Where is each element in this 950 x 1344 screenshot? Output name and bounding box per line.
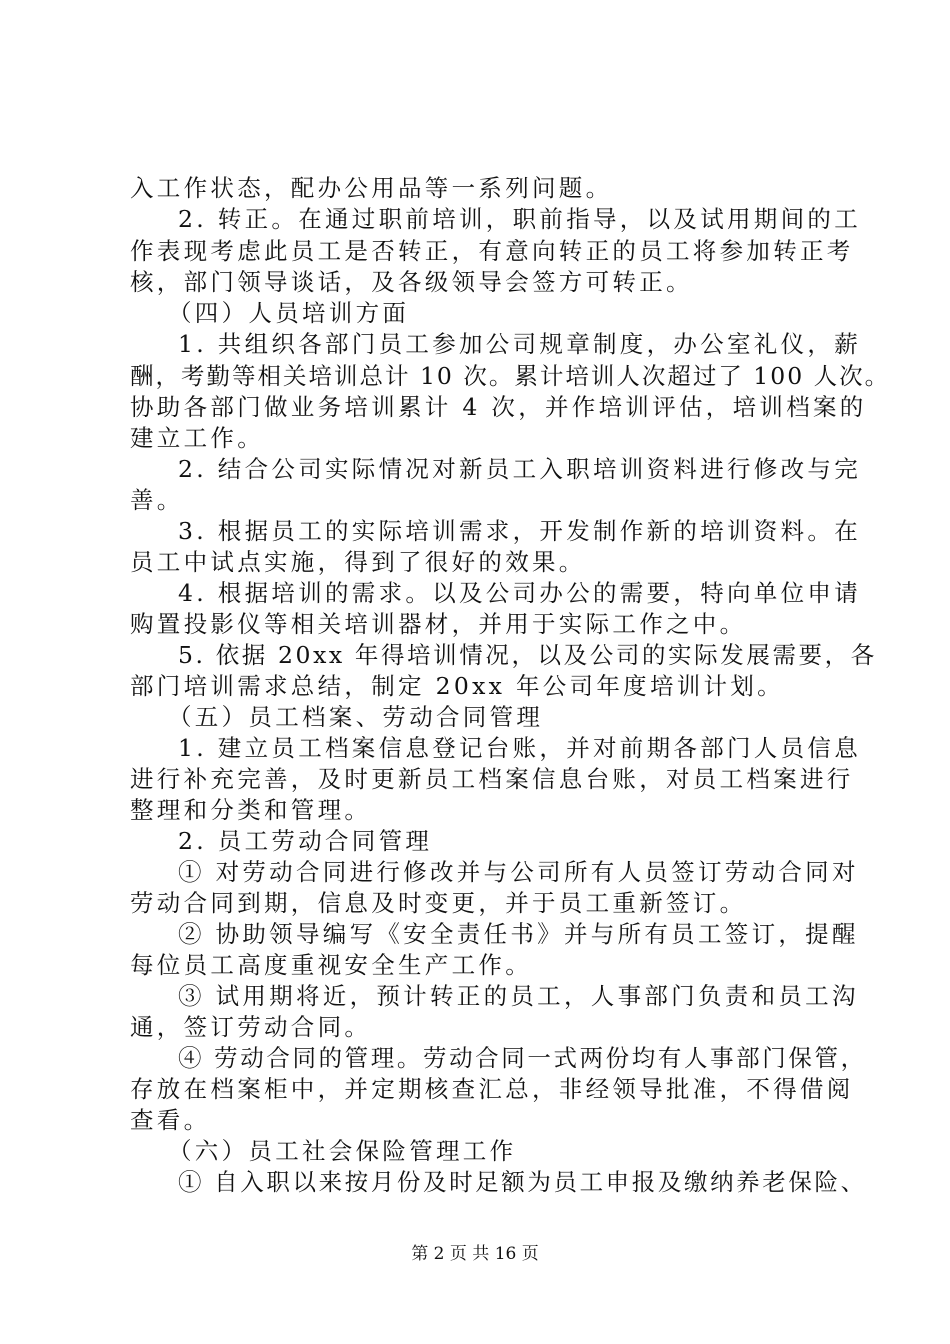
- body-line: 4. 根据培训的需求。以及公司办公的需要，特向单位申请: [178, 579, 861, 607]
- body-line: ④ 劳动合同的管理。劳动合同一式两份均有人事部门保管，: [178, 1044, 867, 1072]
- body-line: 3. 根据员工的实际培训需求，开发制作新的培训资料。在: [178, 517, 861, 545]
- body-line: 整理和分类和管理。: [130, 796, 372, 824]
- body-line: 入工作状态，配办公用品等一系列问题。: [130, 174, 613, 202]
- body-line: 1. 建立员工档案信息登记台账，并对前期各部门人员信息: [178, 734, 861, 762]
- body-line: 存放在档案柜中，并定期核查汇总，非经领导批准，不得借阅: [130, 1075, 854, 1103]
- body-line: ③ 试用期将近，预计转正的员工，人事部门负责和员工沟: [178, 982, 859, 1010]
- body-line: 购置投影仪等相关培训器材，并用于实际工作之中。: [130, 610, 747, 638]
- section-heading: （五）员工档案、劳动合同管理: [168, 703, 544, 731]
- body-line: ① 自入职以来按月份及时足额为员工申报及缴纳养老保险、: [178, 1168, 867, 1196]
- body-line: ① 对劳动合同进行修改并与公司所有人员签订劳动合同对: [178, 858, 859, 886]
- page-footer: 第 2 页 共 16 页: [411, 1244, 539, 1264]
- section-heading: （六）员工社会保险管理工作: [168, 1137, 517, 1165]
- body-line: 部门培训需求总结，制定 20xx 年公司年度培训计划。: [130, 672, 784, 700]
- body-line: 进行补充完善，及时更新员工档案信息台账，对员工档案进行: [130, 765, 854, 793]
- body-line: 协助各部门做业务培训累计 4 次，并作培训评估，培训档案的: [130, 393, 867, 421]
- body-line: 查看。: [130, 1106, 211, 1134]
- section-heading: （四）人员培训方面: [168, 299, 410, 327]
- body-line: 建立工作。: [130, 424, 264, 452]
- body-line: 2. 员工劳动合同管理: [178, 827, 433, 855]
- body-line: ② 协助领导编写《安全责任书》并与所有员工签订，提醒: [178, 920, 859, 948]
- body-line: 每位员工高度重视安全生产工作。: [130, 951, 532, 979]
- body-line: 员工中试点实施，得到了很好的效果。: [130, 548, 586, 576]
- body-line: 作表现考虑此员工是否转正，有意向转正的员工将参加转正考: [130, 237, 854, 265]
- body-line: 1. 共组织各部门员工参加公司规章制度，办公室礼仪，薪: [178, 330, 861, 358]
- body-line: 通，签订劳动合同。: [130, 1013, 372, 1041]
- body-line: 2. 结合公司实际情况对新员工入职培训资料进行修改与完: [178, 455, 861, 483]
- body-line: 劳动合同到期，信息及时变更，并于员工重新签订。: [130, 889, 747, 917]
- body-line: 5. 依据 20xx 年得培训情况，以及公司的实际发展需要，各: [178, 641, 877, 669]
- body-line: 2. 转正。在通过职前培训，职前指导，以及试用期间的工: [178, 205, 861, 233]
- body-line: 核，部门领导谈话，及各级领导会签方可转正。: [130, 268, 693, 296]
- body-line: 酬，考勤等相关培训总计 10 次。累计培训人次超过了 100 人次。: [130, 362, 891, 390]
- body-line: 善。: [130, 486, 184, 514]
